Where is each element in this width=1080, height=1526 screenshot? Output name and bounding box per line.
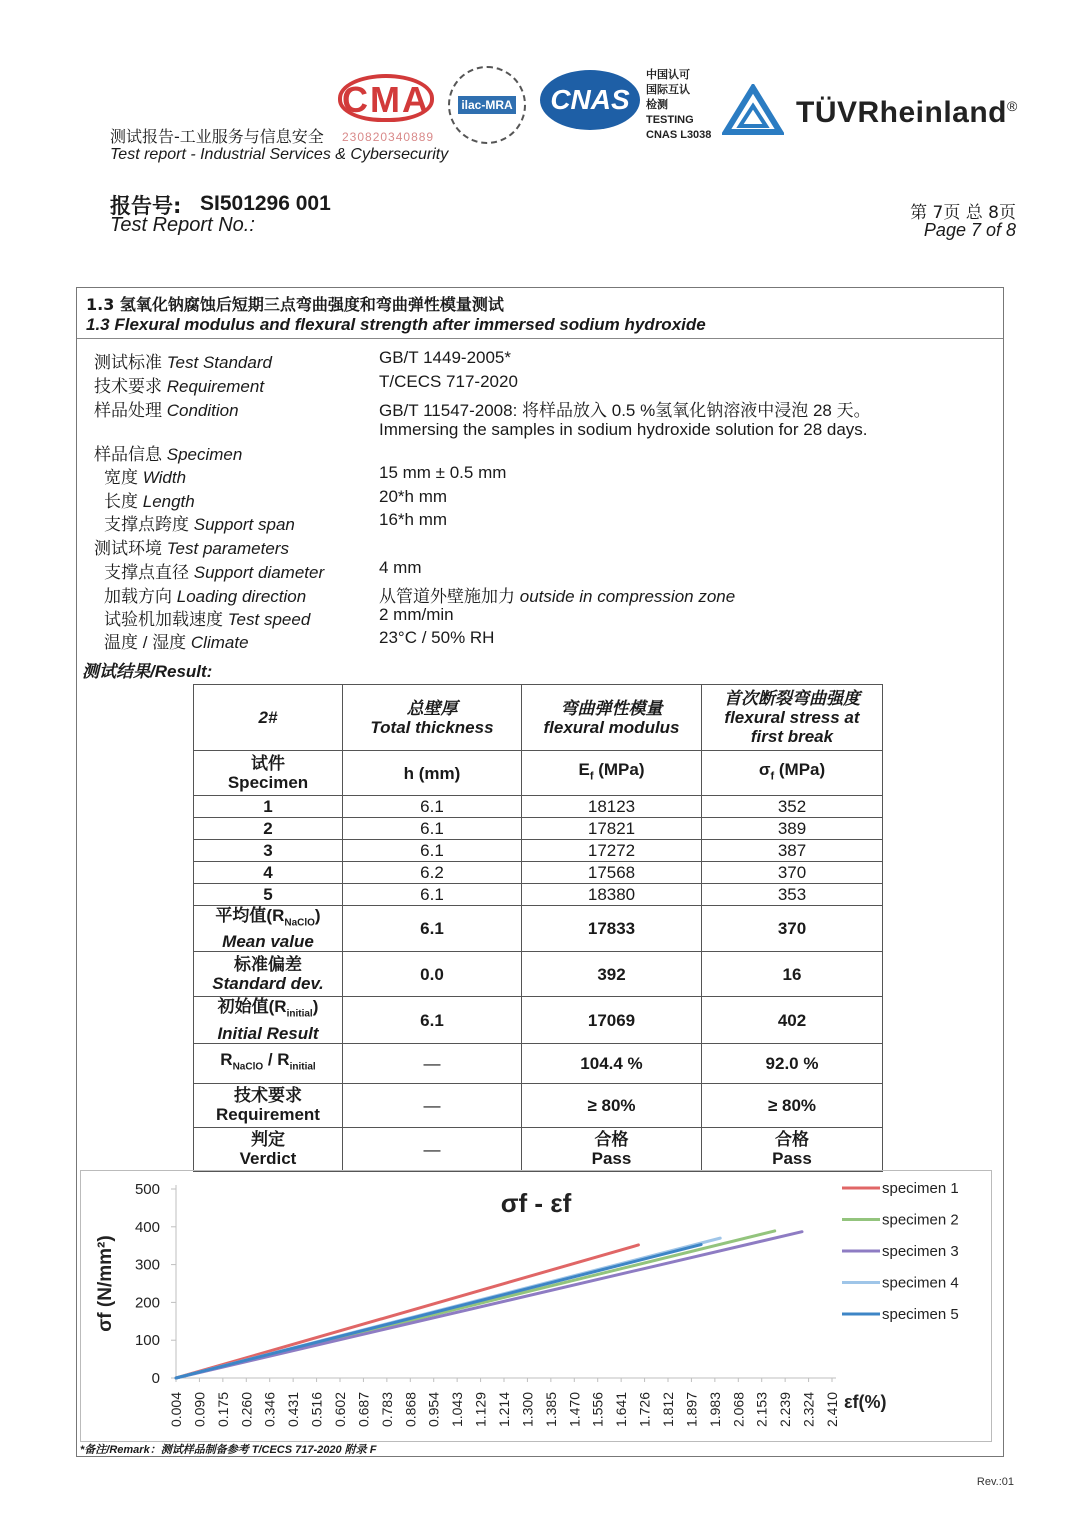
y-tick-label: 200 bbox=[134, 1294, 160, 1312]
cell-thickness: 6.1 bbox=[343, 840, 522, 862]
table-corner: 2# bbox=[194, 685, 343, 751]
cma-logo: CMA bbox=[338, 74, 434, 122]
chart-title: σf - εf bbox=[500, 1188, 572, 1218]
cnas-line: 国际互认 bbox=[646, 84, 690, 96]
x-tick-label: 0.954 bbox=[425, 1392, 442, 1428]
table-unit-row bbox=[194, 751, 883, 796]
specimen-id: 3 bbox=[194, 840, 343, 862]
req-modulus: ≥ 80% bbox=[522, 1083, 702, 1127]
length-value: 20*h mm bbox=[379, 487, 448, 506]
std-dev-label: 标准偏差 Standard dev. bbox=[194, 952, 343, 997]
y-tick-label: 0 bbox=[151, 1370, 160, 1387]
req-value: T/CECS 717-2020 bbox=[379, 372, 518, 391]
section-title-en: 1.3 Flexural modulus and flexural strength after immersed sodium hydroxide bbox=[86, 315, 706, 334]
x-tick-label: 1.043 bbox=[449, 1392, 466, 1428]
load-label: 加载方向 Loading direction bbox=[104, 587, 307, 606]
req-thickness: — bbox=[343, 1083, 522, 1127]
spec-label: 样品信息 Specimen bbox=[94, 445, 243, 464]
cnas-line: TESTING bbox=[646, 114, 694, 126]
length-label: 长度 Length bbox=[104, 492, 195, 511]
ratio-label: $R_{NaClO} / R_{initial}$ bbox=[194, 1043, 343, 1083]
x-tick-label: 2.410 bbox=[824, 1392, 840, 1428]
load-value: 从管道外壁施加力 outside in compression zone bbox=[379, 587, 736, 606]
cnas-logo: CNAS bbox=[540, 70, 640, 130]
legend-label: specimen 1 bbox=[882, 1180, 959, 1197]
y-tick-label: 400 bbox=[134, 1218, 160, 1236]
table-header-row bbox=[194, 685, 883, 751]
series-line bbox=[176, 1232, 802, 1378]
unit-thickness: h (mm) bbox=[343, 751, 522, 796]
x-axis-label: εf(%) bbox=[844, 1392, 887, 1412]
cnas-line: 检测 bbox=[646, 99, 668, 111]
initial-modulus: 17069 bbox=[522, 997, 702, 1043]
x-tick-label: 0.431 bbox=[285, 1392, 302, 1428]
initial-row bbox=[194, 997, 883, 1043]
specimen-id: 5 bbox=[194, 884, 343, 906]
cnas-text bbox=[646, 68, 711, 143]
revision: Rev.:01 bbox=[976, 1476, 1014, 1488]
result-label: 测试结果/Result: bbox=[82, 662, 213, 681]
section-divider bbox=[77, 338, 1003, 339]
col-modulus-header: 弯曲弹性模量 flexural modulus bbox=[522, 685, 702, 751]
x-tick-label: 0.602 bbox=[332, 1392, 348, 1428]
diam-value: 4 mm bbox=[379, 558, 422, 577]
y-tick-label: 500 bbox=[134, 1181, 160, 1198]
col-stress-header: 首次断裂弯曲强度 flexural stress at first break bbox=[702, 685, 883, 751]
cell-stress: 370 bbox=[702, 862, 883, 884]
x-tick-label: 0.868 bbox=[402, 1392, 419, 1428]
table-row bbox=[194, 840, 883, 862]
cell-stress: 352 bbox=[702, 796, 883, 818]
std-label: 测试标准 Test Standard bbox=[94, 353, 272, 372]
cell-thickness: 6.1 bbox=[343, 796, 522, 818]
results-table bbox=[193, 684, 883, 1172]
verdict-label: 判定 Verdict bbox=[194, 1127, 343, 1171]
ratio-thickness: — bbox=[343, 1043, 522, 1083]
x-tick-label: 1.983 bbox=[706, 1392, 723, 1428]
cond-value-en: Immersing the samples in sodium hydroxide solution for 28 days. bbox=[379, 420, 868, 439]
req-stress: ≥ 80% bbox=[702, 1083, 883, 1127]
span-label: 支撑点跨度 Support span bbox=[104, 515, 295, 534]
initial-thickness: 6.1 bbox=[343, 997, 522, 1043]
tuv-reg-mark: ® bbox=[1007, 98, 1018, 114]
cell-modulus: 17821 bbox=[522, 818, 702, 840]
tuv-triangle-icon bbox=[722, 84, 784, 136]
x-tick-label: 0.090 bbox=[191, 1392, 208, 1428]
initial-stress: 402 bbox=[702, 997, 883, 1043]
org-name-en: Test report - Industrial Services & Cybersecurity bbox=[110, 146, 449, 163]
requirement-row bbox=[194, 1083, 883, 1127]
x-tick-label: 2.153 bbox=[753, 1392, 770, 1428]
y-tick-label: 100 bbox=[134, 1332, 160, 1350]
table-row bbox=[194, 818, 883, 840]
legend-label: specimen 5 bbox=[882, 1306, 959, 1323]
cell-stress: 389 bbox=[702, 818, 883, 840]
x-tick-label: 0.687 bbox=[355, 1392, 372, 1428]
param-label: 测试环境 Test parameters bbox=[94, 539, 289, 558]
x-tick-label: 1.897 bbox=[683, 1392, 700, 1428]
mean-modulus: 17833 bbox=[522, 906, 702, 952]
x-tick-label: 1.726 bbox=[636, 1392, 653, 1428]
specimen-id: 4 bbox=[194, 862, 343, 884]
legend-label: specimen 2 bbox=[882, 1211, 959, 1229]
x-tick-label: 2.324 bbox=[800, 1392, 817, 1428]
cnas-line: 中国认可 bbox=[646, 69, 690, 81]
cma-code: 230820340889 bbox=[342, 130, 435, 144]
cell-stress: 353 bbox=[702, 884, 883, 906]
cell-thickness: 6.1 bbox=[343, 884, 522, 906]
stress-strain-chart bbox=[80, 1170, 992, 1442]
initial-label: 初始值$(R_{initial})$ Initial Result bbox=[194, 997, 343, 1043]
report-label-en: Test Report No.: bbox=[110, 214, 255, 236]
x-tick-label: 1.385 bbox=[542, 1392, 559, 1428]
y-axis-label: σf (N/mm²) bbox=[95, 1235, 116, 1332]
x-tick-label: 0.516 bbox=[308, 1392, 325, 1428]
x-tick-label: 1.470 bbox=[566, 1392, 583, 1428]
x-tick-label: 0.783 bbox=[378, 1392, 395, 1428]
ilac-mra-logo bbox=[448, 66, 526, 144]
org-name-cn: 测试报告-工业服务与信息安全 bbox=[110, 127, 324, 146]
cell-modulus: 18123 bbox=[522, 796, 702, 818]
verdict-stress: 合格 Pass bbox=[702, 1127, 883, 1171]
speed-value: 2 mm/min bbox=[379, 605, 454, 624]
page-indicator-cn: 第 7页 总 8页 bbox=[910, 203, 1016, 223]
x-tick-label: 0.346 bbox=[261, 1392, 278, 1428]
specimen-id: 2 bbox=[194, 818, 343, 840]
legend-label: specimen 4 bbox=[882, 1274, 959, 1292]
cell-modulus: 18380 bbox=[522, 884, 702, 906]
table-row bbox=[194, 884, 883, 906]
remark: *备注/Remark：测试样品制备参考 T/CECS 717-2020 附录 F bbox=[80, 1444, 377, 1456]
ratio-row bbox=[194, 1043, 883, 1083]
verdict-thickness: — bbox=[343, 1127, 522, 1171]
report-label-cn: 报告号: bbox=[110, 194, 182, 218]
series-line bbox=[176, 1245, 701, 1378]
table-row bbox=[194, 862, 883, 884]
x-tick-label: 0.260 bbox=[238, 1392, 255, 1428]
specimen-header: 试件 Specimen bbox=[194, 751, 343, 796]
x-tick-label: 1.300 bbox=[519, 1392, 536, 1428]
x-tick-label: 2.239 bbox=[777, 1392, 794, 1428]
std-modulus: 392 bbox=[522, 952, 702, 997]
x-tick-label: 0.175 bbox=[214, 1392, 231, 1428]
span-value: 16*h mm bbox=[379, 510, 448, 529]
speed-label: 试验机加载速度 Test speed bbox=[104, 610, 311, 629]
ratio-stress: 92.0 % bbox=[702, 1043, 883, 1083]
table-row bbox=[194, 796, 883, 818]
x-tick-label: 1.556 bbox=[589, 1392, 606, 1428]
ilac-logo-text: ilac-MRA bbox=[458, 96, 515, 114]
climate-label: 温度 / 湿度 Climate bbox=[104, 633, 249, 652]
x-tick-label: 1.812 bbox=[660, 1392, 676, 1428]
width-label: 宽度 Width bbox=[104, 468, 187, 487]
specimen-id: 1 bbox=[194, 796, 343, 818]
x-tick-label: 1.129 bbox=[472, 1392, 489, 1428]
std-stress: 16 bbox=[702, 952, 883, 997]
requirement-label: 技术要求 Requirement bbox=[194, 1083, 343, 1127]
cell-thickness: 6.2 bbox=[343, 862, 522, 884]
req-label: 技术要求 Requirement bbox=[94, 377, 265, 396]
mean-row bbox=[194, 906, 883, 952]
cnas-line: CNAS L3038 bbox=[646, 129, 712, 141]
legend-label: specimen 3 bbox=[882, 1243, 959, 1260]
x-tick-label: 1.214 bbox=[496, 1392, 512, 1428]
std-value: GB/T 1449-2005* bbox=[379, 348, 511, 367]
diam-label: 支撑点直径 Support diameter bbox=[104, 563, 325, 582]
tuv-logo: TÜVRheinland® bbox=[796, 96, 1018, 129]
section-title-cn: 1.3 氢氧化钠腐蚀后短期三点弯曲强度和弯曲弹性模量测试 bbox=[86, 295, 504, 314]
report-number: SI501296 001 bbox=[200, 192, 331, 215]
unit-stress: $\sigma_f$ (MPa) bbox=[702, 751, 883, 796]
series-line bbox=[176, 1245, 638, 1378]
x-tick-label: 0.004 bbox=[168, 1392, 184, 1428]
cell-thickness: 6.1 bbox=[343, 818, 522, 840]
mean-thickness: 6.1 bbox=[343, 906, 522, 952]
cell-modulus: 17272 bbox=[522, 840, 702, 862]
mean-label: 平均值$(R_{NaClO})$ Mean value bbox=[194, 906, 343, 952]
page-indicator-en: Page 7 of 8 bbox=[923, 220, 1016, 240]
verdict-modulus: 合格 Pass bbox=[522, 1127, 702, 1171]
verdict-row bbox=[194, 1127, 883, 1171]
cond-value-cn: GB/T 11547-2008: 将样品放入 0.5 %氢氧化钠溶液中浸泡 28 天。 bbox=[379, 401, 871, 420]
y-tick-label: 300 bbox=[134, 1256, 160, 1274]
climate-value: 23°C / 50% RH bbox=[379, 628, 495, 647]
width-value: 15 mm ± 0.5 mm bbox=[379, 463, 507, 482]
std-dev-row bbox=[194, 952, 883, 997]
cond-label: 样品处理 Condition bbox=[94, 401, 239, 420]
unit-modulus: $E_f$ (MPa) bbox=[522, 751, 702, 796]
cell-modulus: 17568 bbox=[522, 862, 702, 884]
x-tick-label: 2.068 bbox=[730, 1392, 747, 1428]
std-thickness: 0.0 bbox=[343, 952, 522, 997]
cell-stress: 387 bbox=[702, 840, 883, 862]
x-tick-label: 1.641 bbox=[613, 1392, 630, 1428]
ratio-modulus: 104.4 % bbox=[522, 1043, 702, 1083]
col-thickness-header: 总壁厚 Total thickness bbox=[343, 685, 522, 751]
mean-stress: 370 bbox=[702, 906, 883, 952]
